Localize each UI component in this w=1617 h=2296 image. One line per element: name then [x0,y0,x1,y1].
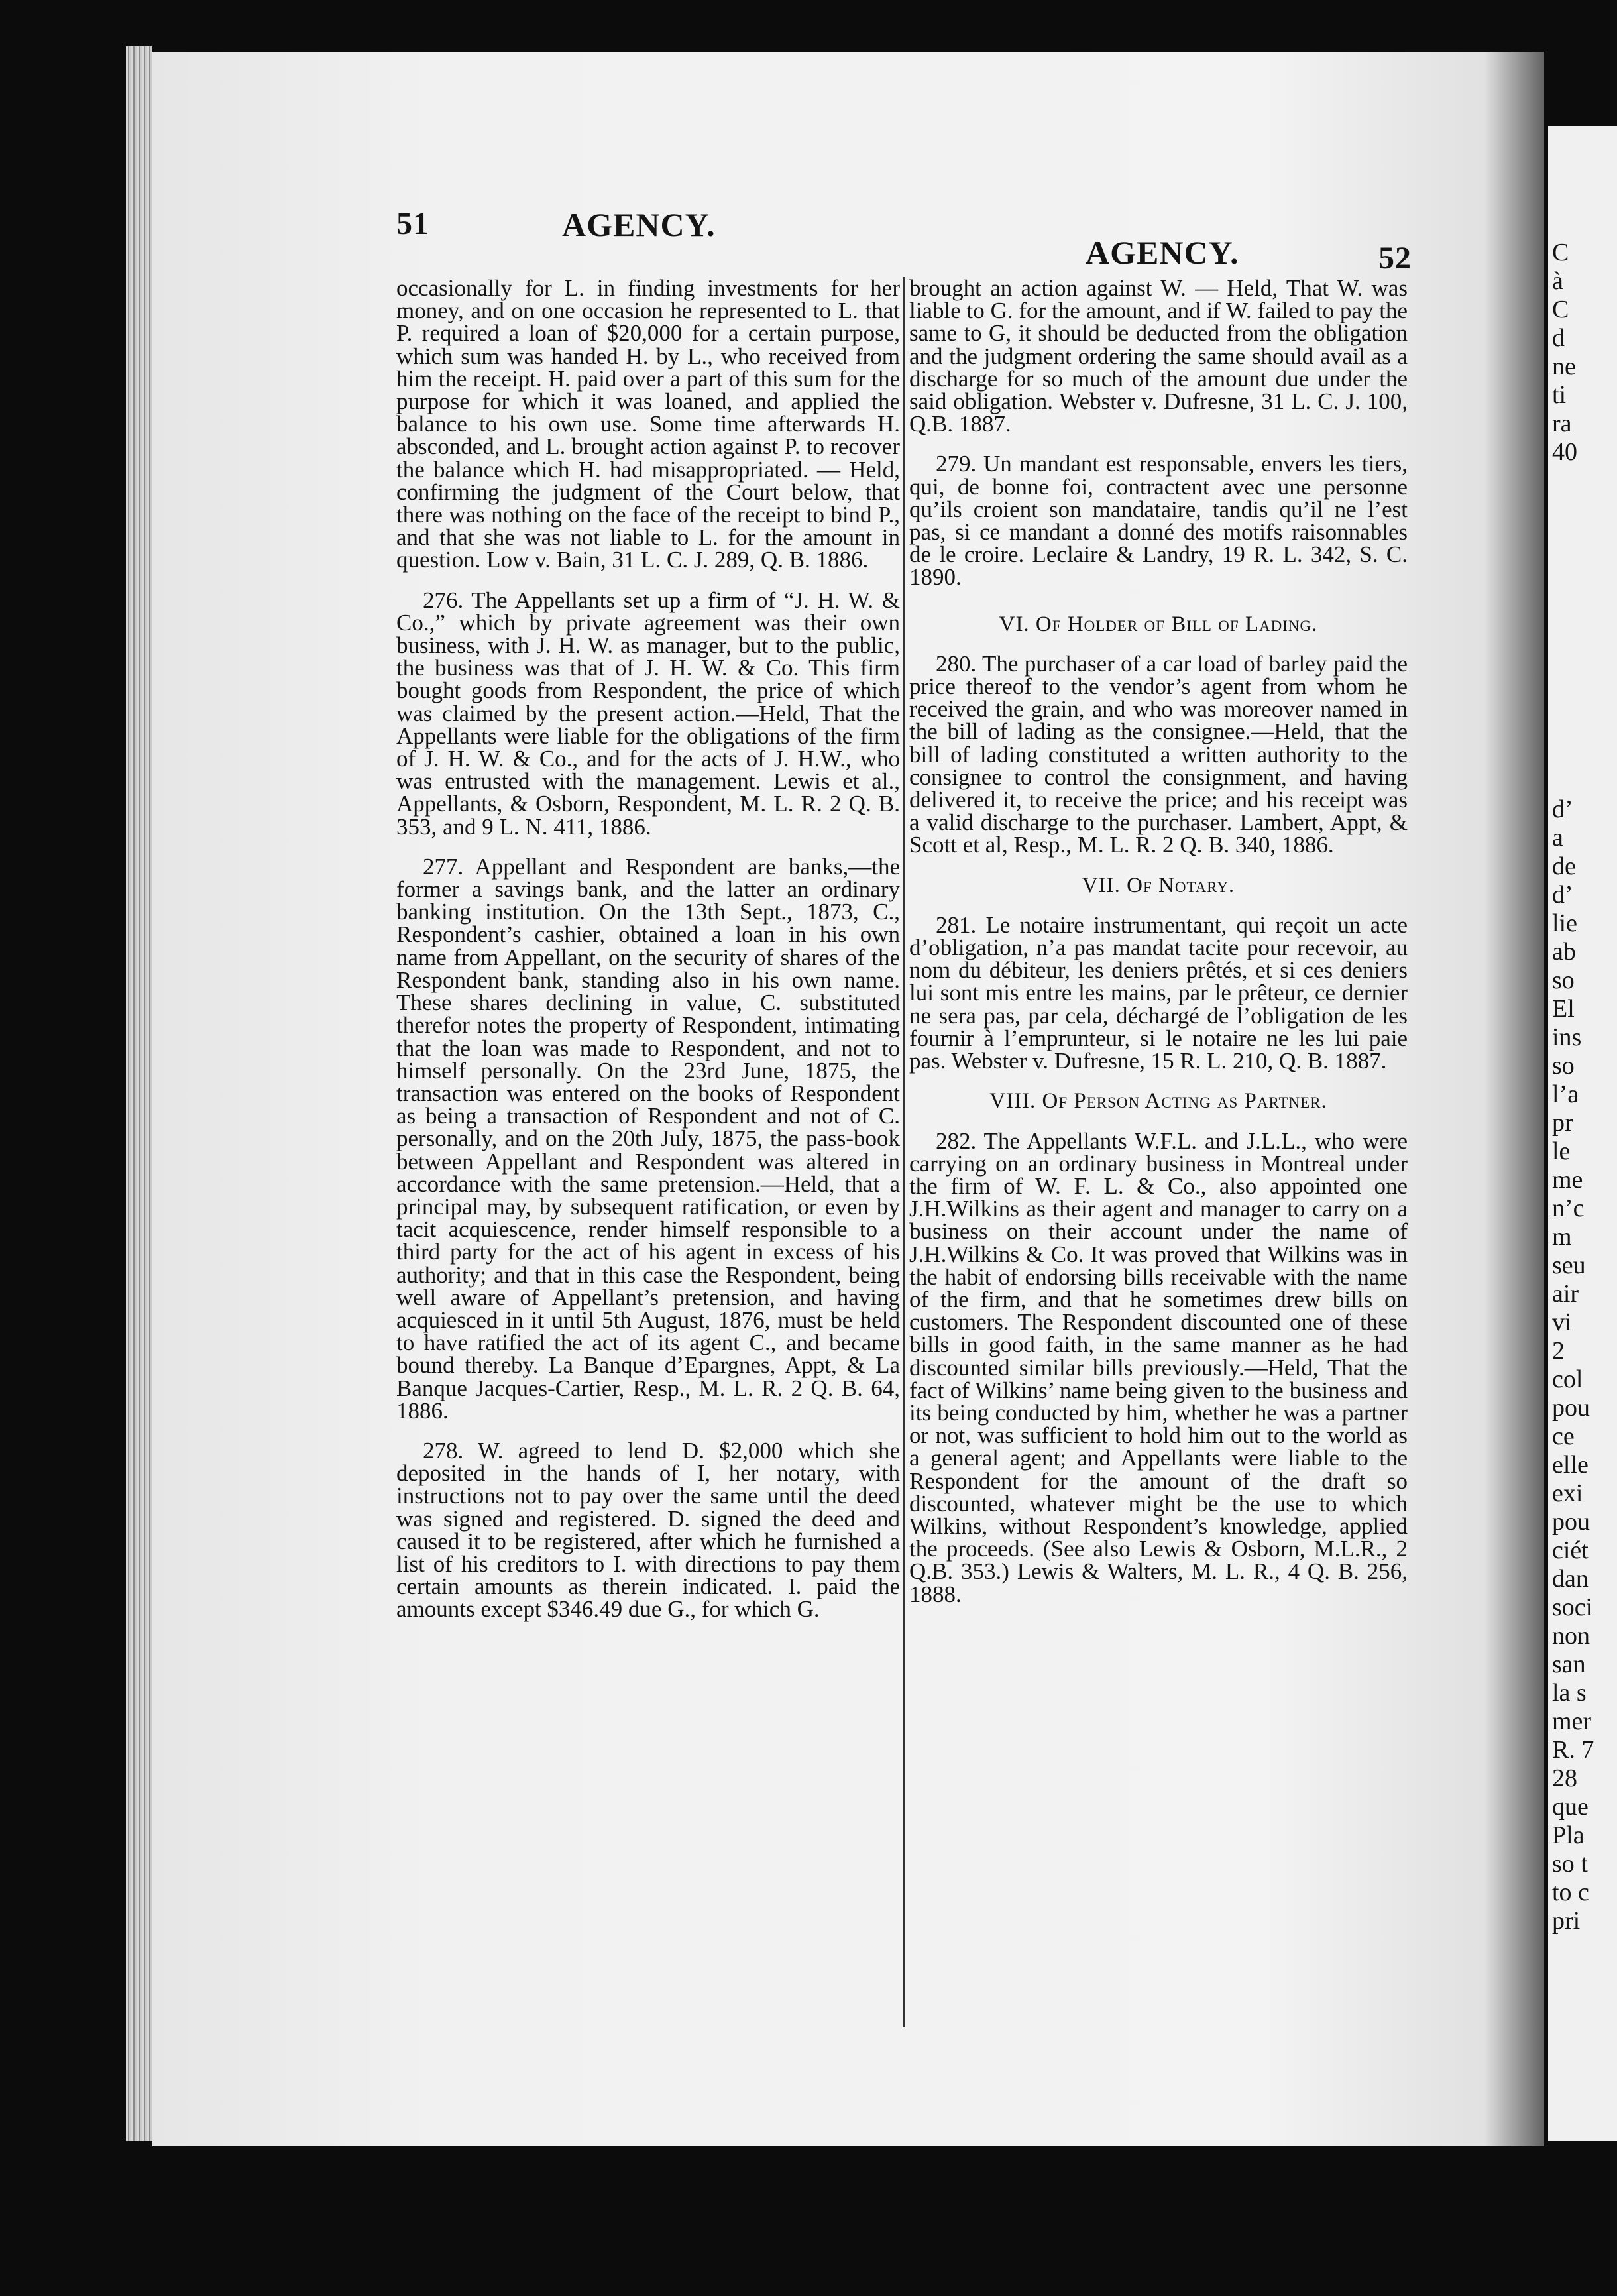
adjacent-page-text-fragment: ti [1552,381,1567,409]
adjacent-page-text-fragment: ce [1552,1422,1575,1450]
adjacent-page-text-fragment: à [1552,267,1563,295]
paragraph-282: 282. The Appellants W.F.L. and J.L.L., who were carrying on an ordinary business in Montreal under the firm of W. F. L. & Co., also appointed one J.H.Wilkins as their agent and manager to carry on a business on their account under the name of J.H.Wilkins & Co. It was proved that Wilkins was in the habit of endorsing bills receivable with the name of the firm, and that he sometimes drew bills on customers. The Respondent discounted one of these bills in good faith, in the same manner as he had discounted similar bills previously.—Held, That the fact of Wilkins’ name being given to the business and its being conducted by him, whether he was a partner or not, was sufficient to hold him out to the world as a general agent; and Appellants were liable to the Respondent for the amount of the draft so discounted, whatever might be the use to which Wilkins, without Respondent’s knowledge, applied the proceeds. (See also Lewis & Osborn, M.L.R., 2 Q.B. 353.) Lewis & Walters, M. L. R., 4 Q. B. 256, 1888. [909,1127,1408,1607]
paragraph-277: 277. Appellant and Respondent are banks,—the former a savings bank, and the latter an ordinary banking institution. On the 13th Sept., 1873, C., Respondent’s cashier, obtained a loan in his own name from Appellant, on the security of shares of the Respondent bank, standing also in his own name. These shares declining in value, C. substituted therefor notes the property of Respondent, intimating that the loan was made to Respondent, and not to himself personally. On the 23rd June, 1875, the transaction was entered on the books of Respondent as being a transaction of Respondent and not of C. personally, and on the 20th July, 1875, the pass-book between Appellant and Respondent was altered in accordance with the same pretension.—Held, that a principal may, by subsequent ratification, or even by tacit acquiescence, render himself responsible to a third party for the act of his agent in excess of his authority; and that in this case the Respondent, being well aware of Appellant’s pretension, and having acquiesced in it until 5th August, 1876, must be held to have ratified the act of its agent C., and became bound thereby. La Banque d’Epargnes, Appt, & La Banque Jacques-Cartier, Resp., M. L. R. 2 Q. B. 64, 1886. [396,853,900,1424]
adjacent-page-text-fragment: 2 [1552,1337,1565,1365]
book-page-edges [126,46,152,2141]
adjacent-page-fragments-main [1548,795,1594,1935]
adjacent-page-text-fragment: d’ [1552,795,1573,823]
adjacent-page-text-fragment: to c [1552,1878,1589,1906]
adjacent-page-text-fragment: exi [1552,1479,1583,1507]
adjacent-page-text-fragment: me [1552,1166,1583,1194]
paragraph-278: 278. W. agreed to lend D. $2,000 which she deposited in the hands of I, her notary, with instructions not to pay over the same until the deed was signed and registered. D. signed the deed and caused it to be registered, after which he furnished a list of his creditors to I. with directions to pay them certain amounts as therein indicated. I. paid the amounts except $346.49 due G., for which G. [396,1437,900,1623]
adjacent-page-text-fragment: san [1552,1650,1586,1678]
adjacent-page-text-fragment: mer [1552,1707,1592,1735]
right-running-title: AGENCY. [1086,234,1239,271]
adjacent-page-fragments-top [1548,239,1577,467]
adjacent-page-text-fragment: pou [1552,1508,1590,1536]
left-running-title: AGENCY. [562,206,716,243]
right-page-number: 52 [1378,241,1412,276]
adjacent-page-text-fragment: d’ [1552,881,1573,909]
adjacent-page-text-fragment: ciét [1552,1536,1589,1564]
adjacent-page-text-fragment: ab [1552,938,1576,966]
spine-shadow [1484,52,1544,2146]
adjacent-page-text-fragment: de [1552,852,1576,880]
adjacent-page-text-fragment: non [1552,1622,1590,1650]
paragraph-276: 276. The Appellants set up a firm of “J. H. W. & Co.,” which by private agreement was their own business, with J. H. W. as manager, but to the public, the business was that of J. H. W. & Co. This firm bought goods from Respondent, the price of which was claimed by the present action.—Held, That the Appellants were liable for the obligations of the firm of J. H. W. & Co., and for the acts of J. H.W., who was entrusted with the management. Lewis et al., Appellants, & Osborn, Respondent, M. L. R. 2 Q. B. 353, and 9 L. N. 411, 1886. [396,587,900,840]
paragraph-280: 280. The purchaser of a car load of barley paid the price thereof to the vendor’s agent from whom he received the grain, and who was moreover named in the bill of lading as the consignee.—Held, that the bill of lading constituted a written authority to the consignee to control the consignment, and having delivered it, to receive the price; and his receipt was a valid discharge to the purchaser. Lambert, Appt, & Scott et al, Resp., M. L. R. 2 Q. B. 340, 1886. [909,650,1408,858]
adjacent-page-text-fragment: air [1552,1280,1579,1308]
adjacent-page-text-fragment: pri [1552,1907,1581,1935]
adjacent-page-text-fragment: n’c [1552,1194,1585,1222]
adjacent-page-text-fragment: la s [1552,1679,1587,1707]
adjacent-page-text-fragment: ne [1552,353,1576,380]
adjacent-page-text-fragment: so [1552,966,1575,994]
adjacent-page-text-fragment: elle [1552,1451,1589,1479]
adjacent-page-text-fragment: vi [1552,1308,1572,1336]
adjacent-page-text-fragment: R. 7 [1552,1736,1594,1764]
adjacent-page-text-fragment: d [1552,324,1565,352]
adjacent-page-text-fragment: pr [1552,1109,1573,1137]
adjacent-page-text-fragment: so [1552,1052,1575,1080]
section-heading-viii: VIII. Of Person Acting as Partner. [989,1089,1327,1114]
adjacent-page-text-fragment: col [1552,1365,1583,1393]
right-column [909,277,1408,1623]
adjacent-page-text-fragment: lie [1552,909,1577,937]
adjacent-page-text-fragment: que [1552,1793,1589,1821]
adjacent-page-text-fragment: ra [1552,410,1572,437]
adjacent-page-text-fragment: dan [1552,1565,1589,1593]
adjacent-page-text-fragment: so t [1552,1850,1588,1878]
adjacent-page-edge [1548,126,1617,2141]
adjacent-page-text-fragment: l’a [1552,1080,1579,1108]
section-heading-vi: VI. Of Holder of Bill of Lading. [999,612,1318,636]
left-page-number: 51 [396,206,429,241]
section-heading-vii: VII. Of Notary. [1082,873,1235,897]
adjacent-page-text-fragment: Pla [1552,1821,1585,1849]
left-column [396,277,900,1638]
paragraph-275-continued: occasionally for L. in finding investments for her money, and on one occasion he represented to L. that P. required a loan of $20,000 for a certain purpose, which sum was handed H. by L., who received from him the receipt. H. paid over a part of this sum for the purpose for which it was loaned, and applied the balance to his own use. Some time afterwards H. absconded, and L. brought action against P. to recover the balance which H. had misappropriated. — Held, confirming the judgment of the Court below, that there was nothing on the face of the receipt to bind P., and that she was not liable to L. for the amount in question. Low v. Bain, 31 L. C. J. 289, Q. B. 1886. [396,275,900,573]
adjacent-page-text-fragment: El [1552,995,1575,1023]
adjacent-page-text-fragment: seu [1552,1251,1586,1279]
adjacent-page-text-fragment: 40 [1552,438,1577,466]
adjacent-page-text-fragment: le [1552,1137,1571,1165]
paragraph-279: 279. Un mandant est responsable, envers les tiers, qui, de bonne foi, contractent avec une personne qu’ils croient son mandataire, tandis qu’il ne l’est pas, si ce mandant a donné des motifs raisonnables de le croire. Leclaire & Landry, 19 R. L. 342, S. C. 1890. [909,451,1408,591]
adjacent-page-text-fragment: C [1552,239,1569,266]
adjacent-page-text-fragment: 28 [1552,1764,1577,1792]
column-divider [903,277,905,2027]
adjacent-page-text-fragment: C [1552,296,1569,323]
adjacent-page-text-fragment: m [1552,1223,1572,1251]
paragraph-281: 281. Le notaire instrumentant, qui reçoit un acte d’obligation, n’a pas mandat tacite pour recevoir, au nom du débiteur, les deniers prêtés, et si ces deniers lui sont mis entre les mains, par le prêteur, ce dernier ne sera pas, par cela, déchargé de l’obligation de les fournir à l’emprunteur, si le notaire ne les lui paie pas. Webster v. Dufresne, 15 R. L. 210, Q. B. 1887. [909,911,1408,1074]
adjacent-page-text-fragment: a [1552,824,1563,852]
paragraph-278-continued: brought an action against W. — Held, That W. was liable to G. for the amount, and if W. failed to pay the same to G, it should be deducted from the obligation and the judgment ordering the same should avail as a discharge for so much of the amount due under the said obligation. Webster v. Dufresne, 31 L. C. J. 100, Q.B. 1887. [909,275,1408,437]
adjacent-page-text-fragment: soci [1552,1593,1593,1621]
adjacent-page-text-fragment: ins [1552,1023,1582,1051]
adjacent-page-text-fragment: pou [1552,1394,1590,1422]
